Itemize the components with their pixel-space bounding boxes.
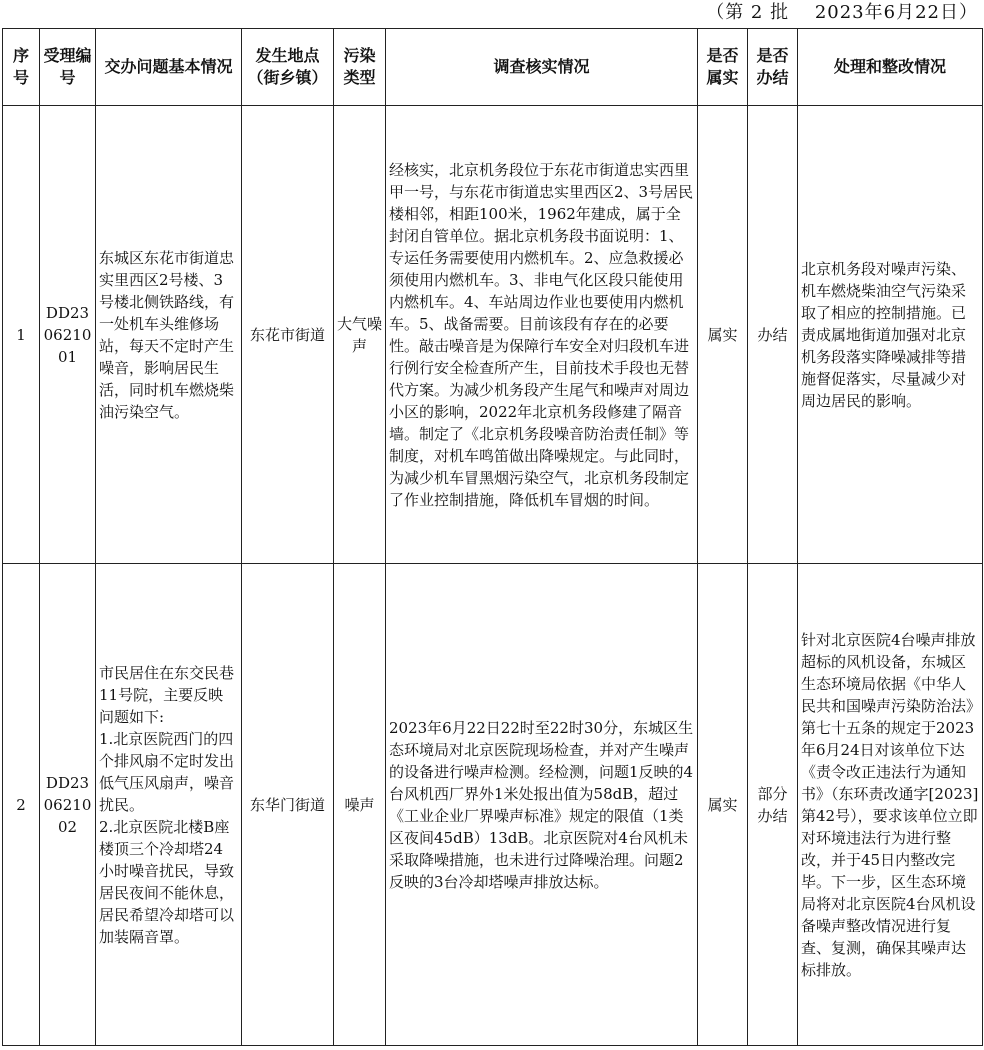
cell-seq: 2 — [3, 564, 40, 1046]
cell-case-no: DD230621001 — [40, 106, 96, 564]
cell-investigation: 2023年6月22日22时至22时30分，东城区生态环境局对北京医院现场检查，并对产生噪声的设备进行噪声检测。经检测，问题1反映的4台风机西厂界外1米处报出值为58dB，超过《工业企业厂界噪声标准》规定的限值（1类区夜间45dB）13dB。北京医院对4台风机未采取降噪措施，也未进行过降噪治理。问题2反映的3台冷却塔噪声排放达标。 — [386, 564, 698, 1046]
cell-handling: 针对北京医院4台噪声排放超标的风机设备，东城区生态环境局依据《中华人民共和国噪声污染防治法》第七十五条的规定于2023年6月24日对该单位下达《责令改正违法行为通知书》（东环责改通字[2023]第42号），要求该单位立即对环境违法行为进行整改，并于45日内整改完毕。下一步，区生态环境局将对北京医院4台风机设备噪声整改情况进行复查、复测，确保其噪声达标排放。 — [798, 564, 983, 1046]
complaint-table — [2, 28, 983, 1046]
header-seq: 序号 — [3, 29, 40, 106]
cell-seq: 1 — [3, 106, 40, 564]
cell-issue: 市民居住在东交民巷11号院，主要反映问题如下: 1.北京医院西门的四个排风扇不定时发出低气压风扇声，噪音扰民。 2.北京医院北楼B座楼顶三个冷却塔24小时噪音扰民，导致居民夜间不能休息，居民希望冷却塔可以加装隔音罩。 — [96, 564, 242, 1046]
header-is-true: 是否属实 — [698, 29, 748, 106]
cell-handling: 北京机务段对噪声污染、机车燃烧柴油空气污染采取了相应的控制措施。已责成属地街道加强对北京机务段落实降噪减排等措施督促落实，尽量减少对周边居民的影响。 — [798, 106, 983, 564]
header-handling: 处理和整改情况 — [798, 29, 983, 106]
header-is-closed: 是否办结 — [748, 29, 798, 106]
cell-issue: 东城区东花市街道忠实里西区2号楼、3号楼北侧铁路线，有一处机车头维修场站，每天不定时产生噪音，影响居民生活，同时机车燃烧柴油污染空气。 — [96, 106, 242, 564]
header-investigation: 调查核实情况 — [386, 29, 698, 106]
cell-is-true: 属实 — [698, 564, 748, 1046]
header-case-no: 受理编号 — [40, 29, 96, 106]
cell-is-closed: 办结 — [748, 106, 798, 564]
header-pollution-type: 污染类型 — [334, 29, 386, 106]
table-row — [3, 106, 983, 564]
cell-pollution-type: 噪声 — [334, 564, 386, 1046]
header-row — [3, 29, 983, 106]
cell-investigation: 经核实，北京机务段位于东花市街道忠实西里甲一号，与东花市街道忠实里西区2、3号居民楼相邻，相距100米，1962年建成，属于全封闭自管单位。据北京机务段书面说明：1、专运任务需要使用内燃机车。2、应急救援必须使用内燃机车。3、非电气化区段只能使用内燃机车。4、车站周边作业也要使用内燃机车。5、战备需要。目前该段有存在的必要性。敲击噪音是为保障行车安全对归段机车进行例行安全检查所产生，目前技术手段也无替代方案。为减少机务段产生尾气和噪声对周边小区的影响，2022年北京机务段修建了隔音墙。制定了《北京机务段噪音防治责任制》等制度，对机车鸣笛做出降噪规定。与此同时，为减少机车冒黑烟污染空气，北京机务段制定了作业控制措施，降低机车冒烟的时间。 — [386, 106, 698, 564]
header-location: 发生地点（街乡镇） — [242, 29, 334, 106]
cell-location: 东华门街道 — [242, 564, 334, 1046]
cell-location: 东花市街道 — [242, 106, 334, 564]
cell-case-no: DD230621002 — [40, 564, 96, 1046]
cell-is-closed: 部分办结 — [748, 564, 798, 1046]
cell-pollution-type: 大气噪声 — [334, 106, 386, 564]
table-row — [3, 564, 983, 1046]
header-issue: 交办问题基本情况 — [96, 29, 242, 106]
batch-date-label: （第 2 批 2023年6月22日） — [706, 2, 978, 23]
cell-is-true: 属实 — [698, 106, 748, 564]
